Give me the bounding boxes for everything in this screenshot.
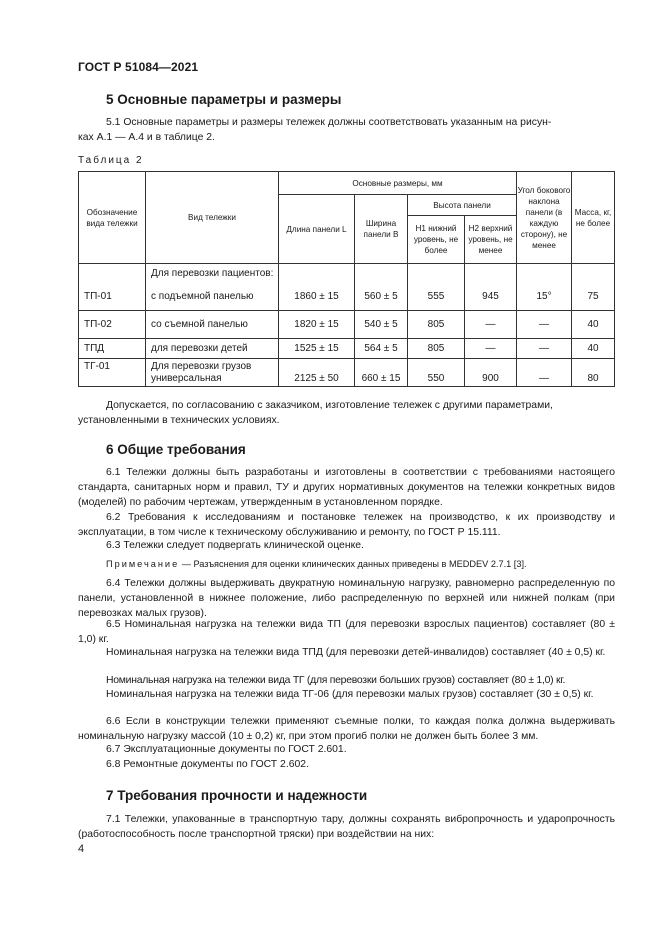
note xyxy=(106,557,615,572)
header-panel-height: Высота панели xyxy=(408,195,517,216)
table-row: ТП-02 со съемной панелью 1820 ± 15 540 ± 5 805 — — 40 xyxy=(79,311,615,339)
para-after-table-line1: Допускается, по согласованию с заказчиком, изготовление тележек с другими параметрами, xyxy=(106,400,553,411)
header-designation: Обозначение вида тележки xyxy=(79,172,146,264)
header-panel-width: Ширина панели B xyxy=(355,195,408,264)
header-tilt-angle: Угол бокового наклона панели (в каждую сторону), не менее xyxy=(517,172,572,264)
group-patients-label: Для перевозки пациентов: xyxy=(146,264,279,284)
header-mass: Масса, кг, не более xyxy=(572,172,615,264)
header-h1: H1 нижний уровень, не более xyxy=(408,216,465,264)
para-6-2: 6.2 Требования к исследованиям и постановке тележек на производство, к их производству и эксплуатации, в том числе к техническому обслуживанию и ремонту, по ГОСТ Р 15.111. xyxy=(78,512,615,538)
para-5-1-line2: ках А.1 — А.4 и в таблице 2. xyxy=(78,132,215,143)
table-2 xyxy=(78,171,615,387)
para-6-5-d: Номинальная нагрузка на тележки вида ТГ-06 (для перевозки малых грузов) составляет (30 ± 0,5) кг. xyxy=(106,689,594,700)
para-6-5-c: Номинальная нагрузка на тележки вида ТГ (для перевозки больших грузов) составляет (80 ± 1,0) кг. xyxy=(106,675,566,686)
para-6-5-b: Номинальная нагрузка на тележки вида ТПД (для перевозки детей-инвалидов) составляет (40 ± 0,5) кг. xyxy=(106,647,606,658)
header-panel-length: Длина панели L xyxy=(279,195,355,264)
para-6-3: 6.3 Тележки следует подвергать клинической оценке. xyxy=(106,540,364,551)
para-6-1: 6.1 Тележки должны быть разработаны и изготовлены в соответствии с требованиями настоящего стандарта, санитарных норм и правил, ТУ и других нормативных документов на тележки конкретных видов (моделей) по рабочим чертежам, утвержденным в установленном порядке. xyxy=(78,467,615,508)
para-6-6: 6.6 Если в конструкции тележки применяют съемные полки, то каждая полка должна выдерживать номинальную нагрузку массой (10 ± 0,2) кг, при этом прогиб полки не должен быть более 3 мм. xyxy=(78,716,615,742)
table-row: ТГ-01 Для перевозки грузов универсальная 2125 ± 50 660 ± 15 550 900 — 80 xyxy=(79,359,615,387)
document-header: ГОСТ Р 51084—2021 xyxy=(78,60,199,74)
section-7-title: 7 Требования прочности и надежности xyxy=(106,788,368,803)
para-5-1-line1: 5.1 Основные параметры и размеры тележек должны соответствовать указанным на рисун- xyxy=(106,117,552,128)
table-row: ТПД для перевозки детей 1525 ± 15 564 ± 5 805 — — 40 xyxy=(79,339,615,359)
page-number: 4 xyxy=(78,843,85,855)
note-label: Примечание xyxy=(106,559,180,569)
header-h2: H2 верхний уровень, не менее xyxy=(465,216,517,264)
table-caption: Таблица 2 xyxy=(78,155,144,166)
section-5-title: 5 Основные параметры и размеры xyxy=(106,92,342,107)
header-main-dimensions: Основные размеры, мм xyxy=(279,172,517,195)
table-row: ТП-01 с подъемной панелью 1860 ± 15 560 ± 5 555 945 15° 75 xyxy=(79,284,615,311)
header-cart-type: Вид тележки xyxy=(146,172,279,264)
para-6-8: 6.8 Ремонтные документы по ГОСТ 2.602. xyxy=(106,759,309,770)
para-6-7: 6.7 Эксплуатационные документы по ГОСТ 2.601. xyxy=(106,744,347,755)
note-text: — Разъяснения для оценки клинических данных приведены в MEDDEV 2.7.1 [3]. xyxy=(179,559,527,569)
para-after-table-line2: установленными в технических условиях. xyxy=(78,415,280,426)
para-6-4: 6.4 Тележки должны выдерживать двукратную номинальную нагрузку, равномерно распределенную по панели, установленной в нижнее положение, либо распределенную по верхней или нижней полкам (при перевозках малых грузов). xyxy=(78,578,615,619)
section-6-title: 6 Общие требования xyxy=(106,442,246,457)
para-7-1: 7.1 Тележки, упакованные в транспортную тару, должны сохранять вибропрочность и ударопрочность (работоспособность после транспортной тряски) при воздействии на них: xyxy=(78,814,615,840)
para-6-5: 6.5 Номинальная нагрузка на тележки вида ТП (для перевозки взрослых пациентов) составляет (80 ± 1,0) кг. xyxy=(78,619,615,645)
